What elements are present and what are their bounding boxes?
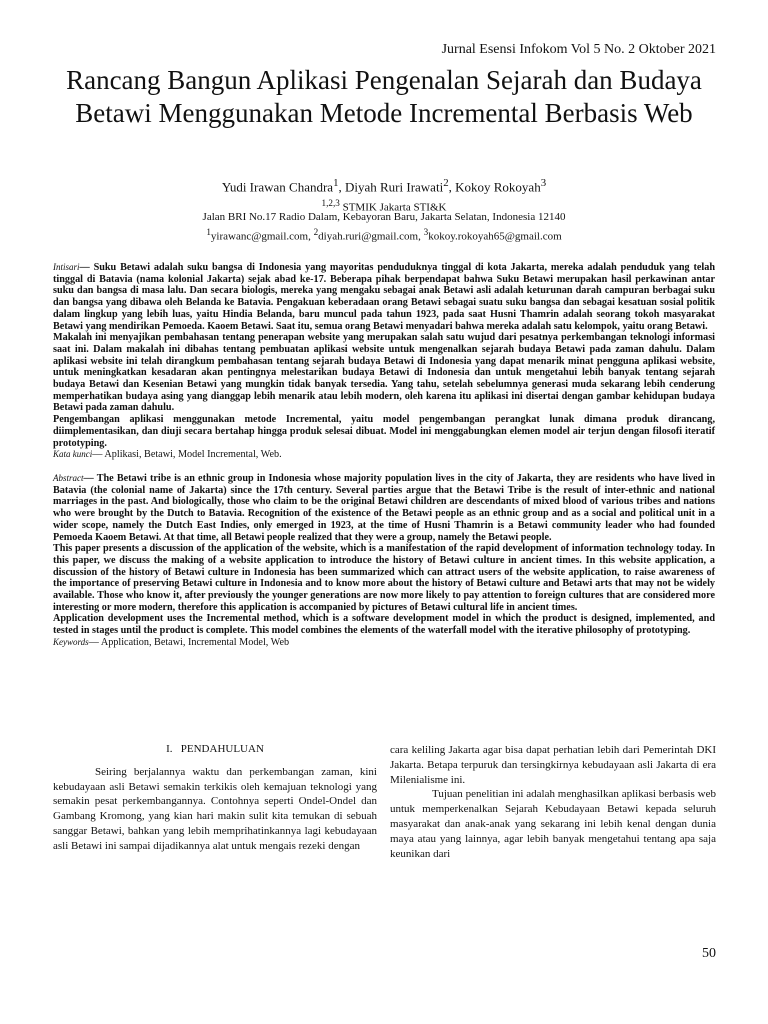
email-superscript: 2 (313, 227, 319, 237)
author-emails: $^1$yirawanc@gmail.com, $^2$diyah.ruri@gmail.com, $^3$kokoy.rokoyah65@gmail.com (206, 227, 562, 243)
author-name: Diyah Ruri Irawati (344, 179, 444, 195)
paper-title: Rancang Bangun Aplikasi Pengenalan Sejarah dan Budaya Betawi Menggunakan Metode Incremental Berbasis Web (66, 65, 702, 128)
email-superscript: 3 (423, 227, 429, 237)
intisari-dash: — (79, 262, 94, 273)
body-paragraph: Seiring berjalannya waktu dan perkembangan zaman, kini kebudayaan asli Betawi semakin terkikis oleh kemajuan teknologi yang semakin pesat perkembangannya. Contohnya seperti Ondel-Ondel dan Gambang Kromong, yang kian hari makin sulit kita temukan di sebuah sanggar Betawi, bahkan yang lebih memprihatinkannya lagi kebudayaan asli Betawi ini sampai dijadikannya alat untuk mengais rezeki dengan (53, 765, 377, 852)
intisari-block (53, 262, 715, 461)
intisari-text: Suku Betawi adalah suku bangsa di Indonesia yang mayoritas penduduknya tinggal di kota Jakarta, mereka adalah penduduk yang telah tinggal di Batavia (nama kolonial Jakarta) sejak abad ke-17. Beberapa pihak berpendapat bahwa Suku Betawi merupakan hasil perkawinan antar suku dan bangsa di masa lalu. Dan secara biologis, mereka yang mengaku sebagai anak Betawi asli adalah keturunan darah campuran berbagai suku dan bangsa yang dibawa oleh Belanda ke Batavia. Pengakuan keberadaan orang Betawi sebagai suatu suku bangsa dan sebagai kesatuan sosial politik dalam lingkup yang lebih luas, yaitu Hindia Belanda, baru muncul pada tahun 1923, pada saat Husni Thamrin adalah seorang tokoh masyarakat Betawi yang mendirikan Pemoeda. Kaoem Betawi. Saat itu, semua orang Betawi menyadari bahwa mereka adalah satu kelompok, yaitu orang Betawi. (53, 262, 715, 332)
intisari-paragraph (53, 262, 715, 332)
body-paragraph: cara keliling Jakarta agar bisa dapat perhatian lebih dari Pemerintah DKI Jakarta. Betapa terpuruk dan tersingkirnya kebudayaan asli Jakarta di era Milenialisme ini. (390, 744, 716, 786)
email-address: diyah.ruri@gmail.com (318, 230, 419, 243)
affiliation-superscript: 1,2,3 (321, 198, 340, 208)
section-number: I. (166, 743, 173, 755)
intisari-label: Intisari (53, 262, 80, 272)
author-superscript: 3 (540, 177, 547, 189)
email-superscript: 1 (206, 227, 211, 237)
intisari-paragraph: Makalah ini menyajikan pembahasan tentang penerapan website yang merupakan salah satu wujud dari pesatnya perkembangan teknologi informasi saat ini. Dalam makalah ini dibahas tentang pembuatan aplikasi website untuk mengenalkan sejarah budaya Betawi pada zaman dahulu. Dalam aplikasi website ini telah dirangkum pembahasan tentang sejarah budaya Betawi di Indonesia yang dapat menarik minat pengguna aplikasi website, untuk meningkatkan kesadaran akan pentingnya melestarikan budaya Betawi di Indonesia dan untuk mengetahui lebih banyak tentang sejarah budaya Betawi dan Kesenian Betawi yang mungkin tidak banyak tersedia. Yang tahu, setelah sebelumnya generasi muda sekarang lebih cenderung memperhatikan budaya asing yang dianggap lebih menarik atau lebih modern, oleh karena itu aplikasi ini disertai dengan gambar kehidupan budaya Betawi pada zaman dahulu. (53, 332, 715, 414)
kata-kunci (53, 449, 715, 461)
affiliation-address: Jalan BRI No.17 Radio Dalam, Kebayoran Baru, Jakarta Selatan, Indonesia 12140 (202, 211, 566, 223)
keywords-label: Keywords (53, 636, 89, 647)
section-title: PENDAHULUAN (180, 743, 264, 755)
email-address: kokoy.rokoyah65@gmail.com (428, 230, 562, 243)
author-name: Yudi Irawan Chandra (221, 179, 334, 195)
email-address: yirawanc@gmail.com (210, 230, 309, 243)
body-paragraph: Tujuan penelitian ini adalah menghasilkan aplikasi berbasis web untuk memperkenalkan Sejarah Kebudayaan Betawi kepada seluruh masyarakat dan anak-anak yang sekarang ini lebih kenal dengan dunia maya atau yang lainnya, agar lebih banyak mengetahui tentang apa saja keunikan dari (390, 788, 716, 860)
abstract-text: The Betawi tribe is an ethnic group in Indonesia whose majority population lives in the city of Jakarta, they are residents who have lived in Batavia (the colonial name of Jakarta) since the 17th century. Several parties argue that the Betawi Tribe is the result of inter-ethnic and national marriages in the past. And biologically, those who claim to be the original Betawi children are descendants of mixed blood of various tribes and nations who were brought by the Dutch to Batavia. Recognition of the existence of the Betawi people as an ethnic group and as a social and political unit in a wider scope, namely the Dutch East Indies, only emerged in 1923, at the time of Husni Thamrin is a Betawi community leader who had founded Pemoeda Kaoem Betawi. At that time, all Betawi people realized that they were a group, namely the Betawi people. (53, 473, 715, 543)
author-superscript: 2 (443, 177, 449, 189)
body-column-right (390, 743, 716, 861)
author-name: Kokoy Rokoyah (455, 179, 541, 195)
abstract-block (53, 473, 715, 649)
keywords-text: — Application, Betawi, Incremental Model, Web (88, 636, 290, 648)
section-heading (53, 742, 377, 757)
intisari-paragraph: Pengembangan aplikasi menggunakan metode Incremental, yaitu model pengembangan perangkat lunak dimana produk dirancang, diimplementasikan, dan diuji secara bertahap hingga produk selesai dibuat. Model ini menggabungkan elemen model air terjun dengan filosofi iteratif prototyping. (53, 414, 715, 449)
abstract-dash: — (83, 473, 97, 484)
abstract-paragraph: Application development uses the Incremental method, which is a software development model in which the product is designed, implemented, and tested in stages until the product is complete. This model combines the elements of the waterfall model with the iterative philosophy of prototyping. (53, 613, 715, 637)
author-superscript: 1 (333, 177, 339, 189)
abstract-paragraph: This paper presents a discussion of the application of the website, which is a manifestation of the rapid development of information technology today. In this paper, we discuss the making of a website application to introduce the history of Betawi culture in ancient times. In this website application, a discussion of the history of Betawi culture in Indonesia has been summarized which can attract users of the website application, to raise awareness of the importance of preserving Betawi culture in Indonesia and to know more about the history of Betawi culture and Betawi arts that may not be widely available. Those who know it, after previously the younger generations are now more likely to pay attention to foreign cultures that are considered more interesting or more modern, therefore this application is accompanied by pictures of Betawi cultural life in ancient times. (53, 543, 715, 613)
page-number: 50 (702, 946, 716, 961)
kata-kunci-label: Kata kunci (53, 449, 93, 460)
body-column-left (53, 742, 377, 854)
affiliation-name: STMIK Jakarta STI&K (342, 201, 447, 214)
kata-kunci-text: — Aplikasi, Betawi, Model Incremental, Web. (92, 449, 282, 461)
journal-header: Jurnal Esensi Infokom Vol 5 No. 2 Oktober 2021 (441, 42, 716, 57)
keywords (53, 637, 715, 649)
abstract-paragraph (53, 473, 715, 543)
abstract-label: Abstract (53, 473, 84, 483)
author-list: Yudi Irawan Chandra$^1$, Diyah Ruri Irawati$^2$, Kokoy Rokoyah$^3$ (221, 177, 547, 195)
